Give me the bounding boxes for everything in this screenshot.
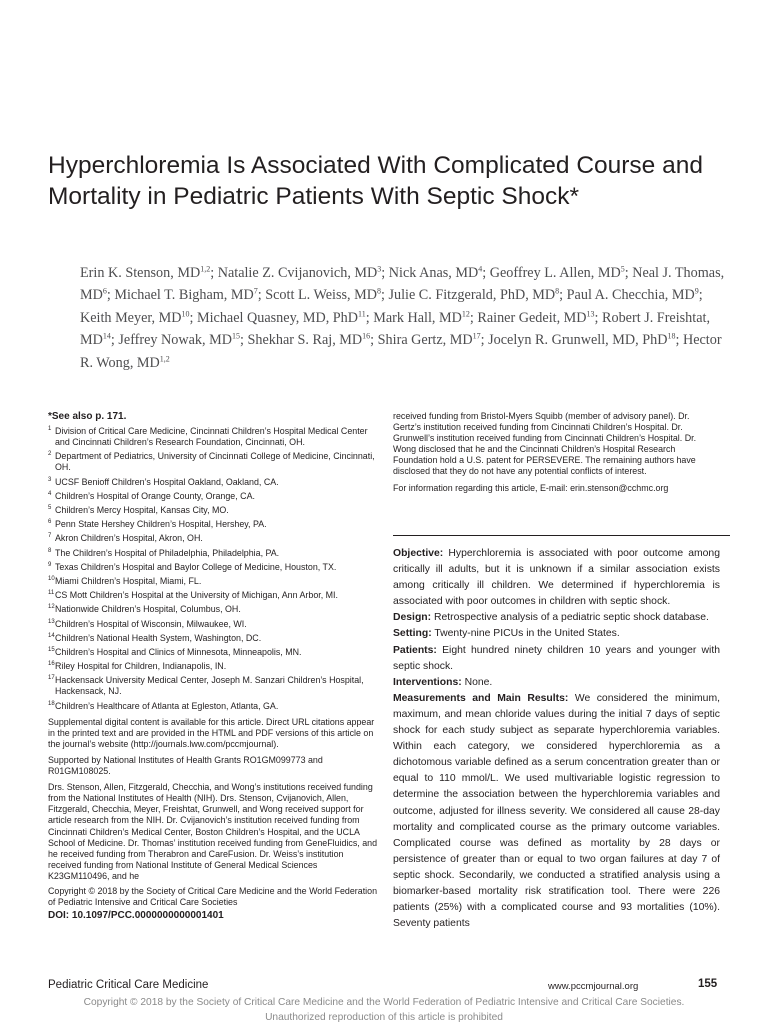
author-name: Shekhar S. Raj, MD — [247, 332, 362, 348]
abstract-design — [393, 610, 720, 626]
author-affiliation-number: 11 — [358, 309, 366, 318]
author-name: Erin K. Stenson, MD — [80, 265, 200, 281]
disclosures-left: Drs. Stenson, Allen, Fitzgerald, Checchia, and Wong’s institutions received funding from the National Institutes of Health (NIH). Drs. Stenson, Cvijanovich, Allen, Fitzgerald, Checchia, Meyer, Freishtat, Grunwell, and Wong received support for article research from the NIH. Dr. Cvijanovich’s institution received funding from Cincinnati Children’s Medical Center, Boston Children’s Hospital, and the UCLA School of Medicine. Dr. Thomas’ institution received funding from GeneFluidics, and he received funding from Therabron and CareFusion. Dr. Weiss’s institution received funding from National Institute of General Medical Sciences K23GM110496, and he — [48, 782, 378, 882]
affiliation — [48, 426, 378, 448]
abstract-setting — [393, 626, 720, 642]
affiliation-text: Akron Children’s Hospital, Akron, OH. — [55, 533, 203, 543]
author-affiliation-number: 3 — [377, 264, 381, 273]
patients-text: Eight hundred ninety children 10 years and younger with septic shock. — [393, 645, 720, 672]
affiliation-number: 6 — [48, 517, 51, 528]
author: Jocelyn R. Grunwell, MD, PhD$^{18}$; — [488, 332, 683, 348]
affiliation-text: Children’s Hospital of Orange County, Orange, CA. — [55, 491, 255, 501]
affiliation-number: 12 — [48, 602, 55, 613]
author-affiliation-number: 12 — [462, 309, 470, 318]
affiliation-number: 16 — [48, 659, 55, 670]
author-name: Neal J. Thomas, MD — [80, 265, 724, 303]
article-title: Hyperchloremia Is Associated With Complicated Course and Mortality in Pediatric Patients With Septic Shock* — [48, 150, 728, 212]
affiliation-number: 17 — [48, 673, 55, 684]
author-affiliation-number: 10 — [181, 309, 189, 318]
author-affiliation-number: 4 — [478, 264, 482, 273]
doi[interactable]: DOI: 10.1097/PCC.0000000000001401 — [48, 910, 378, 921]
front-matter-left-column — [48, 411, 378, 921]
abstract-patients — [393, 643, 720, 675]
author-name: Robert J. Freishtat, MD — [80, 310, 710, 348]
affiliation-number: 1 — [48, 424, 51, 435]
affiliation-text: Penn State Hershey Children’s Hospital, Hershey, PA. — [55, 519, 267, 529]
author-name: Jeffrey Nowak, MD — [118, 332, 232, 348]
author: Keith Meyer, MD$^{10}$; — [80, 310, 197, 326]
affiliation — [48, 701, 378, 712]
author: Scott L. Weiss, $MD^8$; — [265, 287, 388, 303]
interventions-label: Interventions: — [393, 677, 462, 688]
author-name: Julie C. Fitzgerald, PhD, MD — [388, 287, 555, 303]
author-name: Geoffrey L. Allen, MD — [490, 265, 621, 281]
copyright-footer — [0, 996, 768, 1025]
results-label: Measurements and Main Results: — [393, 693, 568, 704]
author-affiliation-number: 13 — [587, 309, 595, 318]
author-affiliation-number: 7 — [254, 287, 258, 296]
interventions-text: None. — [465, 677, 493, 688]
author: Geoffrey L. Allen, $MD^5$; — [490, 265, 632, 281]
affiliation-text: Children’s National Health System, Washington, DC. — [55, 633, 261, 643]
author: Natalie Z. Cvijanovich, $MD^3$; — [218, 265, 389, 281]
affiliation — [48, 675, 378, 697]
author-affiliation-number: 5 — [621, 264, 625, 273]
affiliation-number: 5 — [48, 503, 51, 514]
author: Shira Gertz, MD$^{17}$; — [378, 332, 488, 348]
affiliation — [48, 590, 378, 601]
author: Shekhar S. Raj, MD$^{16}$; — [247, 332, 377, 348]
author-affiliation-number: 8 — [555, 287, 559, 296]
affiliation — [48, 647, 378, 658]
copyright-note: Copyright © 2018 by the Society of Critical Care Medicine and the World Federation of Pediatric Intensive and Critical Care Societies — [48, 886, 378, 908]
author-name: Jocelyn R. Grunwell, MD, PhD — [488, 332, 667, 348]
author: Michael Quasney, MD, PhD$^{11}$; — [197, 310, 373, 326]
author-name: Hector R. Wong, MD — [80, 332, 722, 370]
affiliation — [48, 633, 378, 644]
author-affiliation-number: 16 — [362, 331, 370, 340]
affiliation-number: 7 — [48, 531, 51, 542]
author: Neal J. Thomas, $MD^6$; — [80, 265, 724, 303]
affiliation-number: 14 — [48, 631, 55, 642]
abstract — [393, 546, 720, 932]
author-affiliation-number: 18 — [667, 331, 675, 340]
affiliation-number: 2 — [48, 449, 51, 460]
author-list — [80, 262, 730, 374]
author-name: Shira Gertz, MD — [378, 332, 473, 348]
affiliation-text: The Children’s Hospital of Philadelphia, Philadelphia, PA. — [55, 548, 279, 558]
affiliation — [48, 533, 378, 544]
front-matter-right-column — [393, 411, 719, 494]
author-name: Paul A. Checchia, MD — [567, 287, 695, 303]
affiliation-number: 11 — [48, 588, 54, 599]
author-affiliation-number: 1,2 — [160, 354, 170, 363]
setting-text: Twenty-nine PICUs in the United States. — [434, 628, 619, 639]
affiliation-text: CS Mott Children’s Hospital at the University of Michigan, Ann Arbor, MI. — [55, 590, 338, 600]
affiliation — [48, 562, 378, 573]
author: Erin K. Stenson, MD$^{1,2}$; — [80, 265, 218, 281]
affiliation-number: 3 — [48, 475, 51, 486]
affiliation-number: 8 — [48, 546, 51, 557]
author-affiliation-number: 17 — [473, 331, 481, 340]
copyright-line-1: Copyright © 2018 by the Society of Critical Care Medicine and the World Federation of Pediatric Intensive and Critical Care Societies. — [0, 996, 768, 1011]
patients-label: Patients: — [393, 645, 437, 656]
affiliation-number: 18 — [48, 699, 55, 710]
affiliation — [48, 604, 378, 615]
author: Julie C. Fitzgerald, PhD, $MD^8$; — [388, 287, 566, 303]
affiliation-number: 9 — [48, 560, 51, 571]
affiliation — [48, 548, 378, 559]
disclosures-right: received funding from Bristol-Myers Squibb (member of advisory panel). Dr. Gertz’s institution received funding from Cincinnati Children’s Hospital. Dr. Grunwell’s institution received funding from Cincinnati Children’s Hospital. Dr. Wong disclosed that he and the Cincinnati Children’s Hospital Research Foundation hold a U.S. patent for PERSEVERE. The remaining authors have disclosed that they do not have any potential conflicts of interest. — [393, 411, 719, 478]
abstract-objective — [393, 546, 720, 610]
author: Rainer Gedeit, MD$^{13}$; — [477, 310, 602, 326]
affiliation-text: Miami Children’s Hospital, Miami, FL. — [55, 576, 201, 586]
page-number: 155 — [698, 978, 717, 990]
author-name: Scott L. Weiss, MD — [265, 287, 377, 303]
affiliation-number: 10 — [48, 574, 55, 585]
affiliation-text: UCSF Benioff Children’s Hospital Oakland, Oakland, CA. — [55, 477, 279, 487]
author-affiliation-number: 15 — [232, 331, 240, 340]
author-name: Keith Meyer, MD — [80, 310, 181, 326]
affiliation — [48, 505, 378, 516]
author-name: Mark Hall, MD — [373, 310, 462, 326]
author-affiliation-number: 8 — [377, 287, 381, 296]
author: Robert J. Freishtat, MD$^{14}$; — [80, 310, 710, 348]
affiliation-number: 15 — [48, 645, 55, 656]
see-also-note: *See also p. 171. — [48, 411, 378, 422]
abstract-interventions — [393, 675, 720, 691]
author: Michael T. Bigham, $MD^7$; — [114, 287, 265, 303]
author-name: Natalie Z. Cvijanovich, MD — [218, 265, 378, 281]
author-name: Rainer Gedeit, MD — [477, 310, 586, 326]
affiliation-text: Department of Pediatrics, University of Cincinnati College of Medicine, Cincinnati, OH. — [55, 451, 375, 472]
affiliation-text: Children’s Hospital of Wisconsin, Milwaukee, WI. — [55, 619, 247, 629]
affiliation-number: 4 — [48, 489, 51, 500]
contact-email[interactable]: For information regarding this article, E-mail: erin.stenson@cchmc.org — [393, 483, 719, 494]
author-affiliation-number: 14 — [103, 331, 111, 340]
author-affiliation-number: 9 — [695, 287, 699, 296]
author-name: Nick Anas, MD — [389, 265, 478, 281]
affiliation — [48, 619, 378, 630]
funding-note: Supported by National Institutes of Health Grants RO1GM099773 and R01GM108025. — [48, 755, 378, 777]
affiliation — [48, 576, 378, 587]
design-label: Design: — [393, 612, 431, 623]
affiliation — [48, 519, 378, 530]
affiliation-text: Nationwide Children’s Hospital, Columbus, OH. — [55, 604, 241, 614]
objective-text: Hyperchloremia is associated with poor outcome among critically ill adults, but it is unknown if a similar association exists among critically ill children. We determined if hyperchloremia is associated with poor outcomes in children with septic shock. — [393, 548, 720, 607]
author-affiliation-number: 6 — [103, 287, 107, 296]
copyright-line-2: Unauthorized reproduction of this article is prohibited — [0, 1011, 768, 1025]
section-divider — [393, 535, 730, 536]
affiliation-text: Children’s Mercy Hospital, Kansas City, MO. — [55, 505, 229, 515]
journal-url[interactable]: www.pccmjournal.org — [548, 981, 638, 992]
abstract-results — [393, 691, 720, 932]
affiliation-text: Texas Children’s Hospital and Baylor College of Medicine, Houston, TX. — [55, 562, 336, 572]
affiliation-text: Children’s Healthcare of Atlanta at Egleston, Atlanta, GA. — [55, 701, 278, 711]
author: Paul A. Checchia, $MD^9$; — [567, 287, 703, 303]
author: Mark Hall, MD$^{12}$; — [373, 310, 477, 326]
author-affiliation-number: 1,2 — [200, 264, 210, 273]
objective-label: Objective: — [393, 548, 443, 559]
journal-name: Pediatric Critical Care Medicine — [48, 979, 208, 991]
affiliation-text: Division of Critical Care Medicine, Cincinnati Children’s Hospital Medical Center and Cincinnati Children’s Research Foundation, Cincinnati, OH. — [55, 426, 368, 447]
affiliation-list — [48, 426, 378, 712]
author-name: Michael T. Bigham, MD — [114, 287, 253, 303]
affiliation-text: Riley Hospital for Children, Indianapolis, IN. — [55, 661, 226, 671]
affiliation — [48, 477, 378, 488]
setting-label: Setting: — [393, 628, 432, 639]
affiliation-number: 13 — [48, 617, 55, 628]
author: Nick Anas, $MD^4$; — [389, 265, 490, 281]
affiliation — [48, 451, 378, 473]
author: Jeffrey Nowak, MD$^{15}$; — [118, 332, 247, 348]
author-name: Michael Quasney, MD, PhD — [197, 310, 358, 326]
affiliation — [48, 661, 378, 672]
affiliation-text: Hackensack University Medical Center, Joseph M. Sanzari Children’s Hospital, Hackensack, NJ. — [55, 675, 364, 696]
design-text: Retrospective analysis of a pediatric septic shock database. — [434, 612, 709, 623]
affiliation — [48, 491, 378, 502]
supplemental-note: Supplemental digital content is available for this article. Direct URL citations appear in the printed text and are provided in the HTML and PDF versions of this article on the journal’s website (http://journals.lww.com/pccmjournal). — [48, 717, 378, 750]
results-text: We considered the minimum, maximum, and mean chloride values during the initial 7 days of septic shock for each study subject as separate hyperchloremia variables. Within each category, we considered hyperchloremia as a dichotomous variable defined as a serum concentration greater than or equal to 110 mmol/L. We used multivariable logistic regression to determine the association between the hyperchloremia variables and outcome, adjusted for illness severity. We considered all cause 28-day mortality and complicated course as the primary outcome variables. Complicated course was defined as mortality by 28 days or persistence of greater than or equal to two organ failures at day 7 of septic shock. Secondarily, we conducted a stratified analysis using a biomarker-based mortality risk stratification tool. There were 226 patients (25%) with a complicated course and 93 mortalities (10%). Seventy patients — [393, 693, 720, 929]
affiliation-text: Children’s Hospital and Clinics of Minnesota, Minneapolis, MN. — [55, 647, 301, 657]
